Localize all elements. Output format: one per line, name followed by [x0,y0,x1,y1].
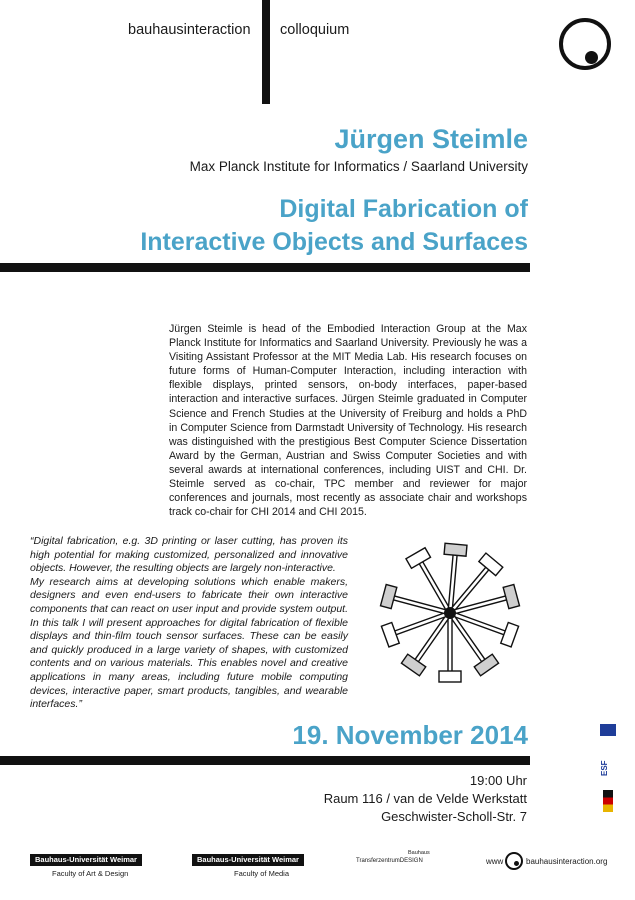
faculty-label: Faculty of Art & Design [52,869,129,878]
esf-logo: ESF [600,760,609,776]
event-time: 19:00 Uhr [469,773,527,788]
series-name: bauhausinteraction [128,22,251,38]
web-logo-dot [514,861,519,866]
header-divider [262,0,270,104]
logo-dot [585,51,598,64]
talk-title-line2: Interactive Objects and Surfaces [140,228,528,256]
logo-art-design [30,854,142,878]
german-flag-icon [603,790,613,812]
transferzentrum-logo [356,850,436,864]
talk-abstract [30,535,348,712]
circle-dot-icon [559,18,611,70]
speaker-bio: Jürgen Steimle is head of the Embodied Interaction Group at the Max Planck Institute for Informatics and Saarland University. Previously he was a Visiting Assistant Professor at the MIT Media Lab. His research focuses on future forms of Human-Computer Interaction, including interaction with flexible displays, printed sensors, on-body interfaces, paper-based interaction and interactive surfaces. Jürgen Steimle graduated in Computer Science and French Studies at the University of Freiburg and holds a PhD in Computer Science from Darmstadt University of Technology. His research was distinguished with the prestigious Best Computer Science Dissertation Award by the German, Austrian and Swiss Computer Societies and with several awards at international conferences, including UIST and CHI. Dr. Steimle served as co-chair, TPC member and reviewer for major conferences and journals, most recently as associate chair and workshops track co-chair for CHI 2014 and CHI 2015. [169,323,527,519]
speaker-name: Jürgen Steimle [334,124,528,154]
web-prefix: www [486,857,504,866]
tool-wheel-illustration [368,528,533,693]
talk-title-line1: Digital Fabrication of [279,195,528,223]
series-type: colloquium [280,22,350,38]
abstract-paragraph: “Digital fabrication, e.g. 3D printing or laser cutting, has proven its high potential for making customized, personalized and innovative objects. However, the resulting objects are largely non-interactive. [30,535,348,575]
event-room: Raum 116 / van de Velde Werkstatt [323,791,527,806]
eu-flag-icon [600,724,616,736]
event-address: Geschwister-Scholl-Str. 7 [381,809,527,824]
event-date: 19. November 2014 [292,720,528,750]
transfer-small-label: Bauhaus [408,850,430,856]
university-wordmark: Bauhaus-Universität Weimar [192,854,304,866]
speaker-affiliation: Max Planck Institute for Informatics / Saarland University [189,159,528,174]
university-wordmark: Bauhaus-Universität Weimar [30,854,142,866]
abstract-paragraph: My research aims at developing solutions which enable makers, designers and even end-users to fabricate their own interactive components that can react on user input and provide system output. In this talk I will present approaches for digital fabrication of flexible displays and thin-film touch sensor surfaces. These can be easily and quickly produced in a large variety of shapes, with customized contents and on various materials. This enables novel and creative applications in many areas, including future mobile computing devices, interactive paper, smart products, tangibles, and wearable interfaces.” [30,575,348,711]
website-url[interactable]: bauhausinteraction.org [526,857,608,866]
faculty-label: Faculty of Media [234,869,290,878]
date-rule [0,756,530,765]
title-rule [0,263,530,272]
transfer-label: TransferzentrumDESIGN [356,858,423,864]
logo-media [192,854,304,878]
